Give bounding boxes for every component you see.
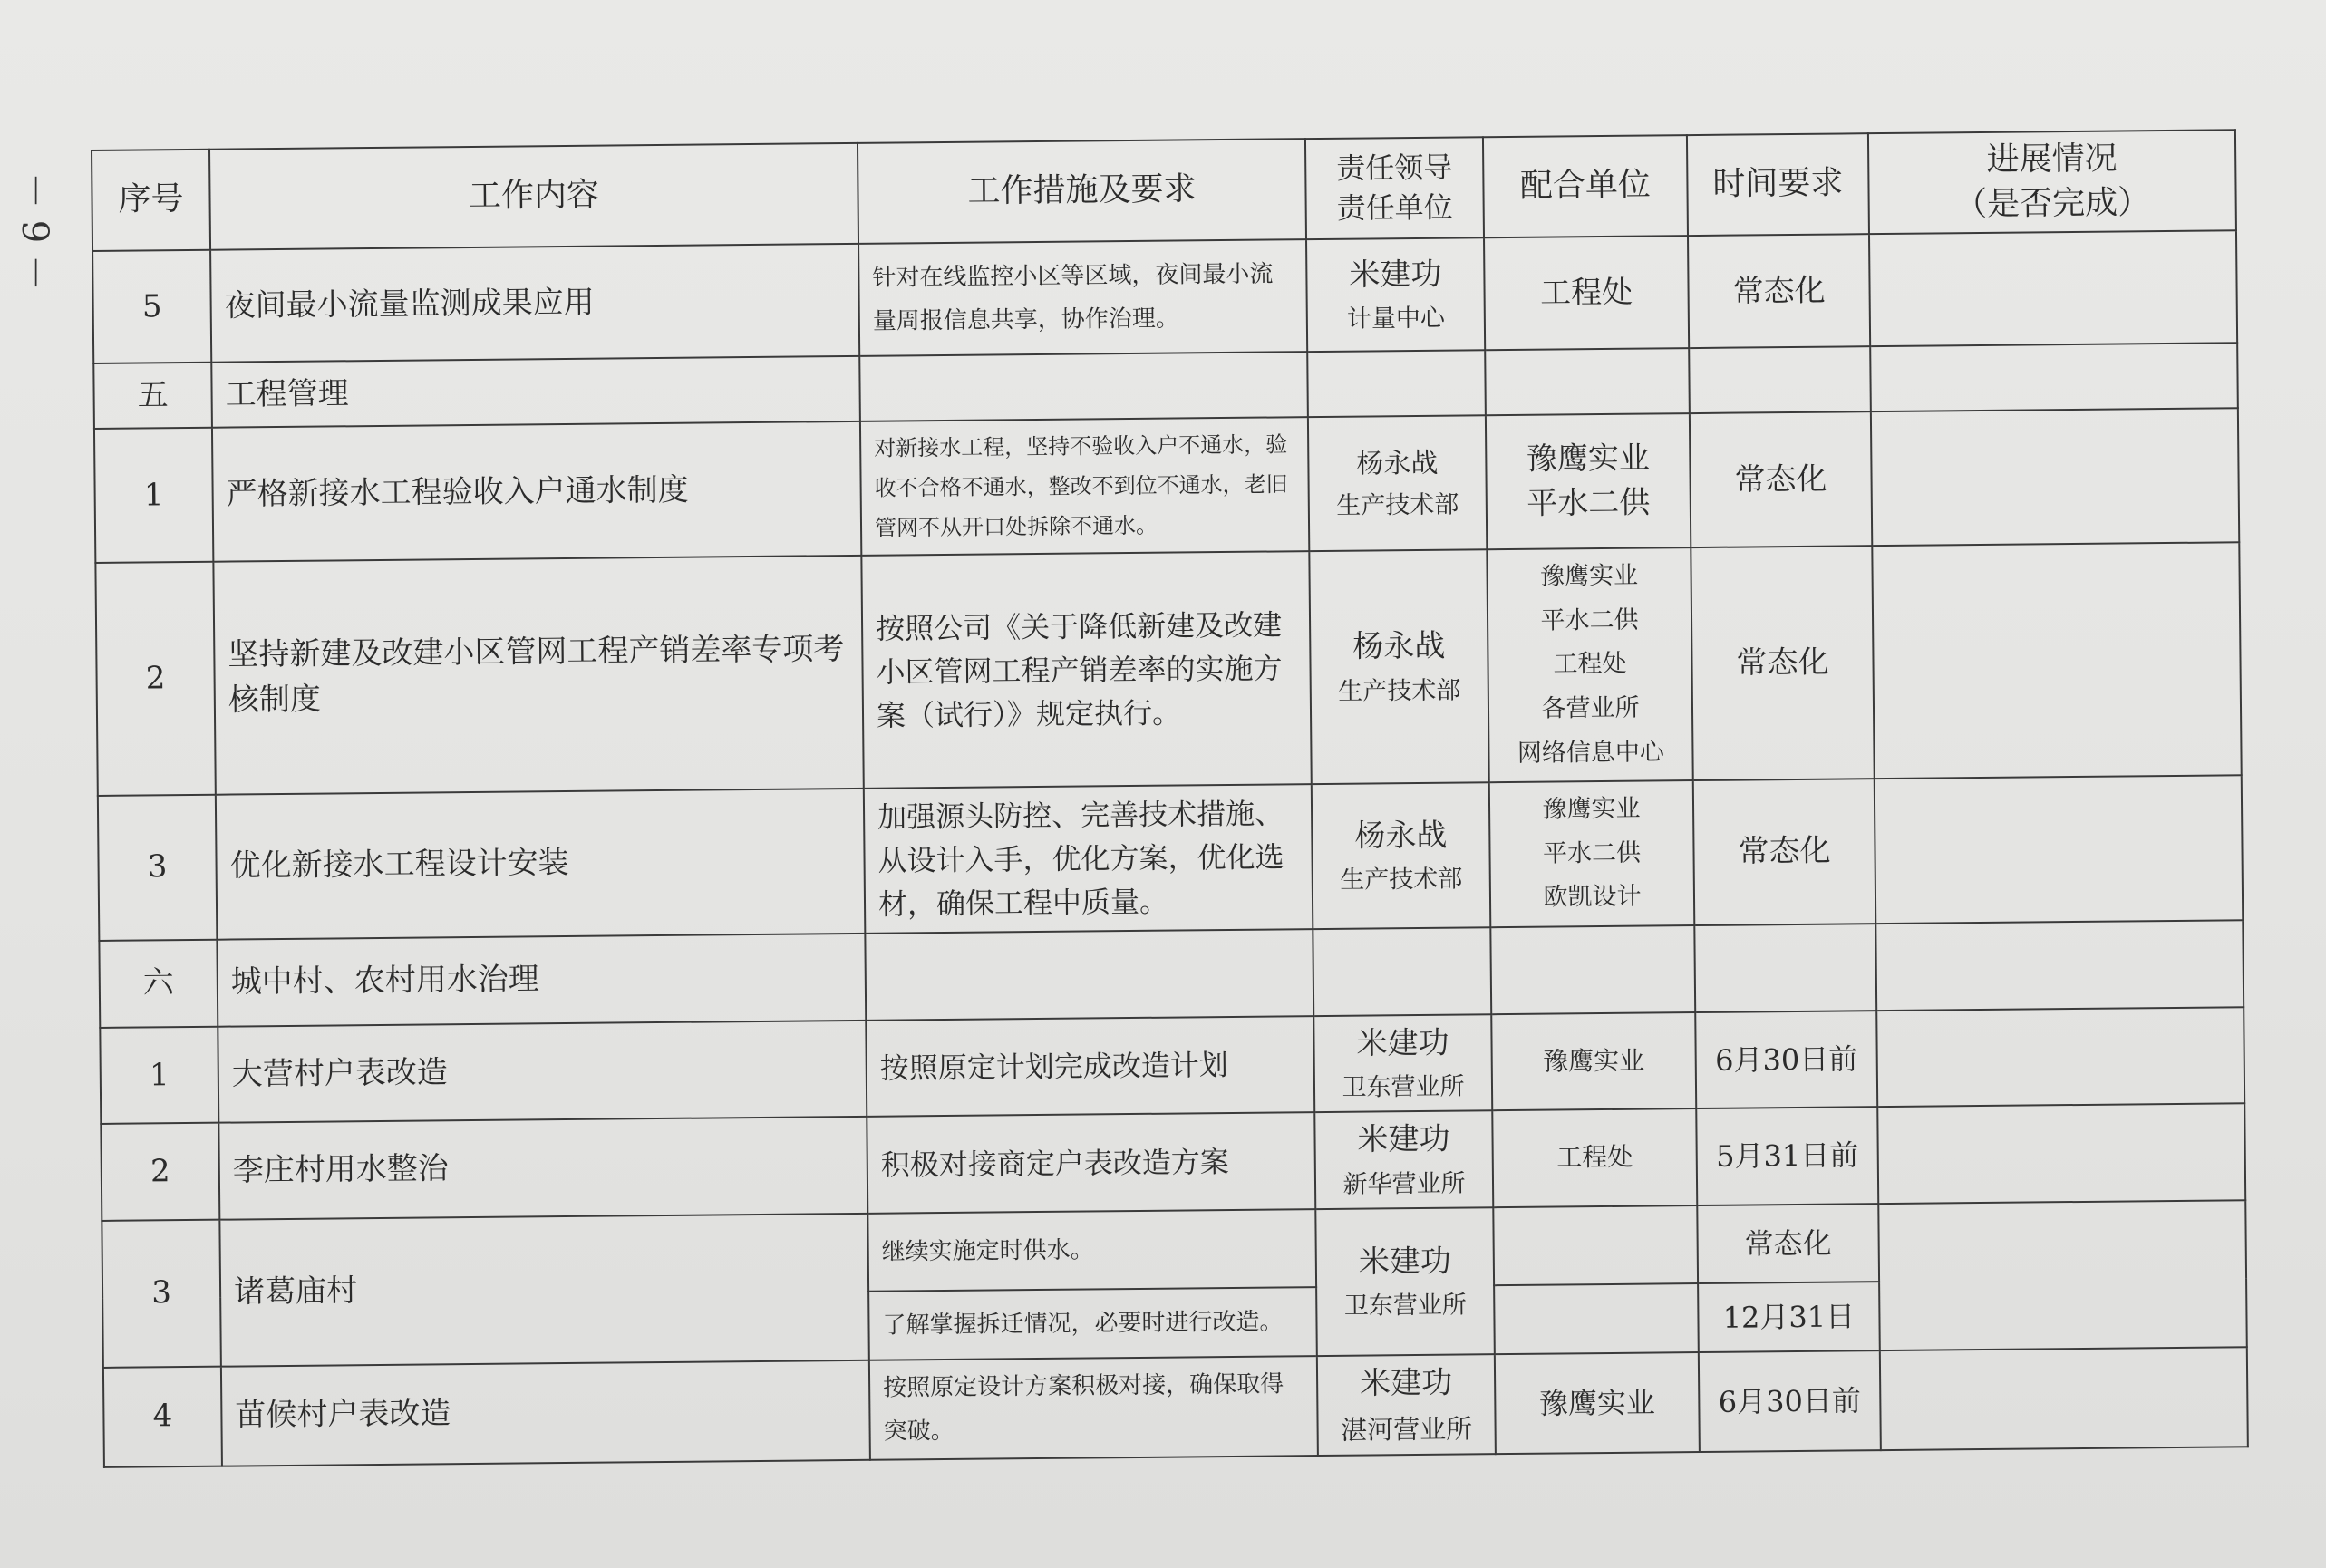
cell-progress xyxy=(1869,230,2237,346)
cell-partner xyxy=(1486,413,1691,549)
leader-name: 米建功 xyxy=(1357,1121,1450,1159)
cell-deadline: 常态化 xyxy=(1697,1204,1879,1283)
partner-name: 豫鹰实业 xyxy=(1526,440,1651,478)
header-progress-line1: 进展情况 xyxy=(1986,140,2118,179)
partner-name: 平水二供 xyxy=(1526,484,1651,522)
cell-partner: 豫鹰实业 xyxy=(1491,1012,1696,1111)
cell-progress xyxy=(1871,408,2239,546)
cell-measures xyxy=(859,352,1308,421)
responsible-unit: 新华营业所 xyxy=(1342,1169,1466,1199)
responsible-unit: 生产技术部 xyxy=(1338,676,1461,706)
partner-name: 平水二供 xyxy=(1542,838,1642,868)
cell-leader xyxy=(1315,1207,1495,1356)
header-seq: 序号 xyxy=(92,150,210,251)
cell-content: 夜间最小流量监测成果应用 xyxy=(210,244,859,363)
cell-deadline: 6月30日前 xyxy=(1695,1011,1877,1108)
partner-name: 豫鹰实业 xyxy=(1542,794,1641,824)
leader-name: 米建功 xyxy=(1359,1364,1453,1402)
responsible-unit: 生产技术部 xyxy=(1340,865,1463,895)
leader-name: 杨永战 xyxy=(1352,628,1446,666)
responsible-unit: 湛河营业所 xyxy=(1340,1412,1473,1446)
cell-leader xyxy=(1314,1111,1493,1209)
cell-content: 严格新接水工程验收入户通水制度 xyxy=(212,421,861,562)
cell-measures: 积极对接商定户表改造方案 xyxy=(867,1112,1315,1213)
table-row xyxy=(98,775,2243,940)
cell-partner xyxy=(1494,1283,1699,1354)
partner-name: 各营业所 xyxy=(1541,693,1640,723)
header-deadline: 时间要求 xyxy=(1687,133,1869,236)
table-row xyxy=(92,230,2237,363)
cell-content: 优化新接水工程设计安装 xyxy=(216,789,866,940)
cell-progress xyxy=(1875,920,2244,1011)
cell-measures: 对新接水工程，坚持不验收入户不通水，验收不合格不通水，整改不到位不通水，老旧管网不从开口处拆除不通水。 xyxy=(860,417,1309,556)
cell-content: 大营村户表改造 xyxy=(218,1021,867,1123)
cell-seq: 五 xyxy=(93,363,212,429)
cell-leader xyxy=(1308,415,1487,551)
responsible-unit: 卫东营业所 xyxy=(1342,1072,1465,1103)
cell-progress xyxy=(1880,1347,2248,1450)
cell-progress xyxy=(1876,1007,2244,1107)
cell-seq: 3 xyxy=(102,1220,221,1368)
cell-partner xyxy=(1493,1205,1698,1285)
cell-partner xyxy=(1490,925,1695,1014)
cell-partner xyxy=(1487,547,1692,782)
cell-progress xyxy=(1877,1104,2245,1204)
cell-partner: 工程处 xyxy=(1484,236,1689,350)
cell-leader xyxy=(1307,350,1486,417)
leader-name: 米建功 xyxy=(1349,256,1442,294)
section-title: 工程管理 xyxy=(211,356,860,428)
header-content: 工作内容 xyxy=(209,143,858,250)
cell-partner: 豫鹰实业 xyxy=(1495,1352,1700,1454)
cell-leader xyxy=(1313,1014,1492,1112)
cell-measures: 加强源头防控、完善技术措施、从设计入手，优化方案，优化选材，确保工程中质量。 xyxy=(864,784,1313,934)
header-leader-line1: 责任领导 xyxy=(1336,150,1453,187)
cell-content: 坚持新建及改建小区管网工程产销差率专项考核制度 xyxy=(213,556,863,795)
work-plan-table xyxy=(91,129,2249,1468)
cell-seq: 2 xyxy=(95,562,215,796)
partner-name: 欧凯设计 xyxy=(1543,882,1642,912)
cell-progress xyxy=(1875,775,2244,924)
cell-deadline xyxy=(1689,346,1871,413)
cell-content: 苗候村户表改造 xyxy=(221,1360,870,1466)
leader-name: 米建功 xyxy=(1358,1243,1452,1281)
cell-seq: 5 xyxy=(92,250,211,363)
cell-leader xyxy=(1317,1354,1496,1456)
partner-name: 豫鹰实业 xyxy=(1539,561,1639,591)
work-plan-table-sheet xyxy=(91,129,2247,1446)
partner-name: 工程处 xyxy=(1553,650,1627,679)
cell-measures: 按照公司《关于降低新建及改建小区管网工程产销差率的实施方案（试行）》规定执行。 xyxy=(861,551,1311,789)
responsible-unit: 计量中心 xyxy=(1346,304,1446,334)
section-title: 城中村、农村用水治理 xyxy=(217,934,866,1027)
cell-seq: 4 xyxy=(103,1366,222,1466)
cell-deadline: 常态化 xyxy=(1691,546,1874,780)
cell-leader xyxy=(1306,237,1485,352)
cell-deadline: 常态化 xyxy=(1688,234,1870,348)
header-leader xyxy=(1305,137,1484,239)
cell-partner: 工程处 xyxy=(1492,1108,1697,1207)
responsible-unit: 卫东营业所 xyxy=(1343,1291,1467,1321)
partner-name: 网络信息中心 xyxy=(1517,737,1665,768)
page-number: － 9 － xyxy=(14,172,55,291)
cell-measures: 了解掌握拆迁情况，必要时进行改造。 xyxy=(868,1287,1317,1360)
cell-measures xyxy=(865,929,1313,1021)
cell-seq: 六 xyxy=(99,940,218,1028)
table-row xyxy=(103,1347,2248,1467)
cell-deadline: 常态化 xyxy=(1693,779,1876,925)
cell-content: 李庄村用水整治 xyxy=(218,1117,867,1219)
cell-seq: 1 xyxy=(94,428,213,563)
cell-seq: 1 xyxy=(100,1027,218,1125)
leader-name: 杨永战 xyxy=(1356,447,1439,480)
cell-partner xyxy=(1489,780,1695,927)
header-leader-line2: 责任单位 xyxy=(1336,189,1453,226)
cell-content: 诸葛庙村 xyxy=(219,1214,869,1367)
cell-leader xyxy=(1309,549,1488,784)
table-row xyxy=(94,408,2239,563)
header-progress-line2: （是否完成） xyxy=(1953,183,2151,223)
partner-name: 平水二供 xyxy=(1540,605,1639,635)
header-progress xyxy=(1868,130,2236,234)
header-partner: 配合单位 xyxy=(1483,135,1688,237)
cell-deadline: 6月30日前 xyxy=(1699,1350,1881,1452)
cell-measures: 针对在线监控小区等区域，夜间最小流量周报信息共享，协作治理。 xyxy=(858,239,1307,356)
cell-measures: 按照原定设计方案积极对接，确保取得突破。 xyxy=(869,1356,1318,1460)
cell-deadline xyxy=(1694,924,1876,1012)
leader-name: 杨永战 xyxy=(1354,817,1448,855)
header-measures: 工作措施及要求 xyxy=(858,139,1306,244)
cell-partner xyxy=(1485,348,1690,415)
responsible-unit: 生产技术部 xyxy=(1336,490,1459,520)
cell-measures: 按照原定计划完成改造计划 xyxy=(866,1016,1314,1117)
cell-seq: 3 xyxy=(98,795,218,941)
cell-progress xyxy=(1878,1200,2247,1350)
cell-leader xyxy=(1313,927,1491,1016)
cell-seq: 2 xyxy=(101,1123,219,1221)
cell-leader xyxy=(1312,782,1491,929)
cell-measures: 继续实施定时供水。 xyxy=(867,1209,1316,1292)
cell-deadline: 5月31日前 xyxy=(1696,1108,1878,1205)
leader-name: 米建功 xyxy=(1356,1024,1449,1062)
cell-deadline: 常态化 xyxy=(1690,411,1872,547)
table-row xyxy=(95,542,2241,796)
cell-deadline: 12月31日 xyxy=(1698,1282,1880,1352)
cell-progress xyxy=(1872,542,2241,779)
cell-progress xyxy=(1870,343,2238,411)
